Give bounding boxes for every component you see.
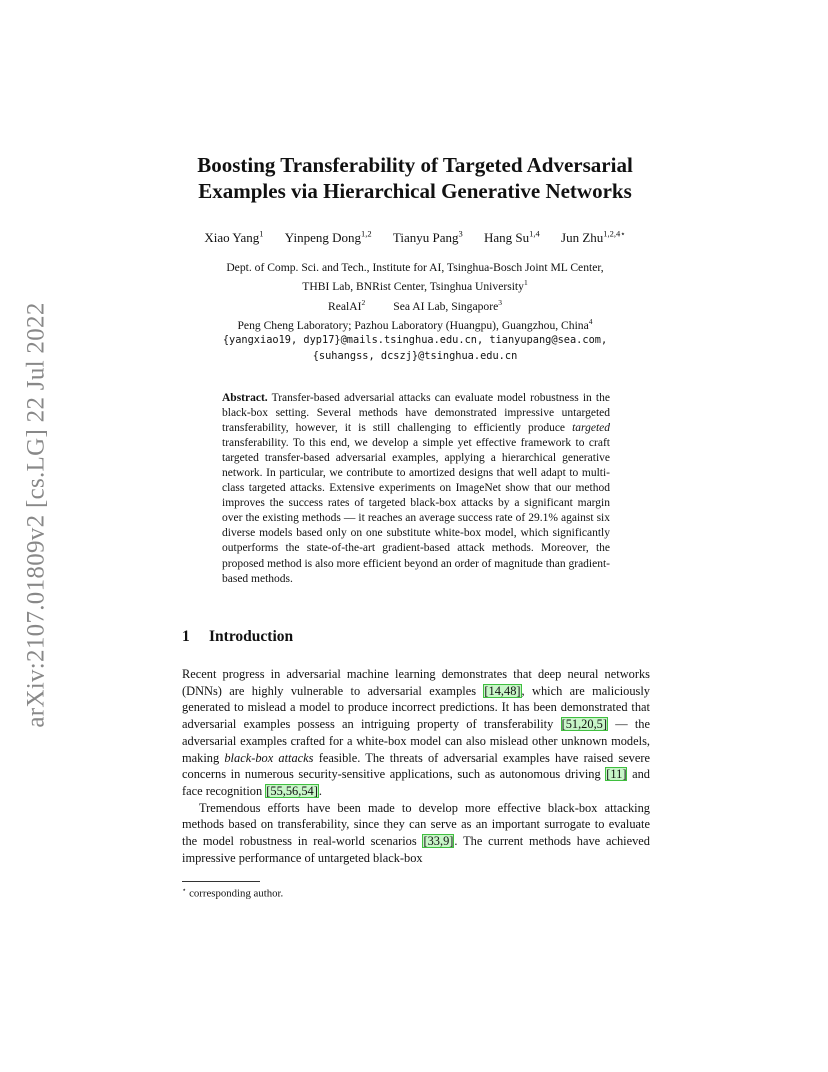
arxiv-id-text: arXiv:2107.01809v2 [cs.LG] 22 Jul 2022 xyxy=(23,302,50,728)
author-3: Tianyu Pang$^3$ xyxy=(392,229,463,246)
citation-link[interactable]: [11] xyxy=(606,767,627,782)
email-line-1: {yangxiao19, dyp17}@mails.tsinghua.edu.cn, tianyupang@sea.com, xyxy=(222,334,608,347)
author-2: Yinpeng Dong$^{1,2}$ xyxy=(284,229,372,246)
author-4: Hang Su$^{1,4}$ xyxy=(484,229,540,246)
paragraph-1: Recent progress in adversarial machine learning demonstrates that deep neural networks (DNNs) are highly vulnerable to adversarial examples [14,48], which are maliciously generated to mislead a model to produce incorrect predictions. It has been demonstrated that adversarial examples possess an intriguing property of transferability [51,20,5] — the adversarial examples crafted for a white-box model can also mislead other unknown models, making black-box attacks feasible. The threats of adversarial examples have raised severe concerns in numerous security-sensitive applications, such as autonomous driving [11] and face recognition [55,56,54]. xyxy=(182,667,650,798)
section-heading-introduction xyxy=(182,628,293,646)
email-line-2: {suhangss, dcszj}@tsinghua.edu.cn xyxy=(312,349,518,362)
affiliation-line-4: Peng Cheng Laboratory; Pazhou Laboratory (Huangpu), Guangzhou, China$^4$ xyxy=(237,316,593,332)
section-number: 1 xyxy=(182,628,190,645)
abstract-label: Abstract. xyxy=(222,392,268,404)
affiliation-line-2: THBI Lab, BNRist Center, Tsinghua University$^1$ xyxy=(302,278,528,294)
citation-link[interactable]: [33,9] xyxy=(423,834,454,849)
footnote-mark: ⋆ xyxy=(182,886,187,894)
section-title: Introduction xyxy=(209,628,294,645)
title-line-2: Examples via Hierarchical Generative Networks xyxy=(198,179,632,203)
affiliations xyxy=(150,260,680,364)
paragraph-2: Tremendous efforts have been made to develop more effective black-box attacking methods based on transferability, since they can serve as an important surrogate to evaluate the model robustness in real-world scenarios [33,9]. The current methods have achieved impressive performance of untargeted black-box xyxy=(182,800,650,865)
affiliation-line-3: RealAI$^2$ Sea AI Lab, Singapore$^3$ xyxy=(328,297,502,313)
title-line-1: Boosting Transferability of Targeted Adversarial xyxy=(197,153,633,177)
arxiv-identifier-stamp xyxy=(14,295,60,735)
introduction-body xyxy=(182,666,650,866)
citation-link[interactable]: [51,20,5] xyxy=(561,717,607,732)
citation-link[interactable]: [14,48] xyxy=(484,683,521,698)
author-5: Jun Zhu$^{1,2,4⋆}$ xyxy=(561,229,626,246)
author-list xyxy=(150,229,680,246)
footnote xyxy=(182,886,283,900)
affiliation-line-1: Dept. of Comp. Sci. and Tech., Institute for AI, Tsinghua-Bosch Joint ML Center, xyxy=(226,261,604,274)
abstract: Abstract. Transfer-based adversarial attacks can evaluate model robustness in the black-box setting. Several methods have demonstrated impressive untargeted transferability, however, it is still challenging to efficiently produce targeted transferability. To this end, we develop a simple yet effective framework to craft targeted transfer-based adversarial examples, applying a hierarchical generative network. In particular, we contribute to amortized designs that well adapt to multi-class targeted attacks. Extensive experiments on ImageNet show that our method improves the success rates of targeted black-box attacks by a significant margin over the existing methods — it reaches an average success rate of 29.1% against six diverse models based only on one substitute white-box model, which significantly outperforms the state-of-the-art gradient-based attack methods. Moreover, the proposed method is also more efficient beyond an order of magnitude than gradient-based methods. xyxy=(222,392,610,585)
footnote-divider xyxy=(182,881,260,882)
author-1: Xiao Yang$^1$ xyxy=(204,229,264,246)
paper-title xyxy=(150,152,680,204)
citation-link[interactable]: [55,56,54] xyxy=(266,783,318,798)
footnote-text: corresponding author. xyxy=(186,887,284,900)
abstract-emphasis: targeted xyxy=(572,422,610,435)
